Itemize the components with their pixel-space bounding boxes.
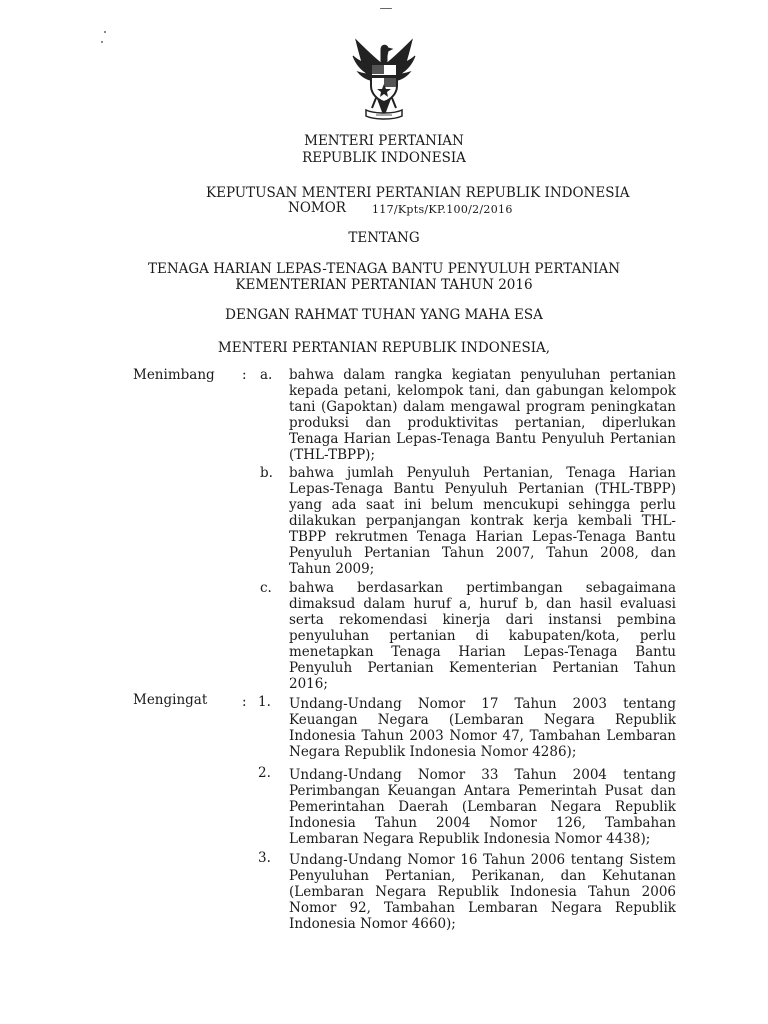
- item-line: Tahun 2009;: [289, 561, 375, 577]
- item-line: penyuluhan pertanian di kabupaten/kota, perlu: [289, 628, 676, 644]
- item-line: 2016;: [289, 676, 328, 692]
- item-line: Undang-Undang Nomor 17 Tahun 2003 tentang: [289, 696, 676, 712]
- item-line: kepada petani, kelompok tani, dan gabungan kelompok: [289, 383, 676, 399]
- tentang-heading: TENTANG: [348, 230, 420, 246]
- item-line: serta rekomendasi kinerja dari instansi pembina: [289, 612, 676, 628]
- item-marker: 2.: [258, 765, 271, 781]
- item-line: Indonesia Tahun 2003 Nomor 47, Tambahan Lembaran: [289, 728, 676, 744]
- item-line: Nomor 92, Tambahan Lembaran Negara Republik: [289, 900, 676, 916]
- item-line: produksi dan produktivitas pertanian, diperlukan: [289, 415, 676, 431]
- item-line: tani (Gapoktan) dalam mengawal program peningkatan: [289, 399, 676, 415]
- item-line: Undang-Undang Nomor 33 Tahun 2004 tentang: [289, 767, 676, 783]
- item-line: Indonesia Tahun 2004 Nomor 126, Tambahan: [289, 815, 676, 831]
- item-line: Penyuluh Pertanian Tahun 2007, Tahun 2008, dan: [289, 545, 676, 561]
- item-line: dimaksud dalam huruf a, huruf b, dan hasil evaluasi: [289, 596, 676, 612]
- decree-title: KEPUTUSAN MENTERI PERTANIAN REPUBLIK INDONESIA: [206, 185, 630, 201]
- item-line: (Lembaran Negara Republik Indonesia Tahun 2006: [289, 884, 676, 900]
- nomor-label: NOMOR: [288, 200, 346, 216]
- mengingat-item-2: [289, 767, 676, 847]
- minister-country: REPUBLIK INDONESIA: [302, 150, 466, 166]
- mengingat-item-1: [289, 696, 676, 760]
- invocation: DENGAN RAHMAT TUHAN YANG MAHA ESA: [225, 307, 543, 323]
- item-marker: b.: [260, 465, 273, 481]
- item-line: menetapkan Tenaga Harian Lepas-Tenaga Bantu: [289, 644, 676, 660]
- item-line: Undang-Undang Nomor 16 Tahun 2006 tentang Sistem: [289, 852, 676, 868]
- menimbang-label: Menimbang: [133, 367, 215, 383]
- item-marker: 3.: [258, 850, 271, 866]
- item-line: Lepas-Tenaga Bantu Penyuluh Pertanian (THL-TBPP): [289, 481, 676, 497]
- item-line: Indonesia Nomor 4660);: [289, 916, 456, 932]
- item-line: Tenaga Harian Lepas-Tenaga Bantu Penyuluh Pertanian: [289, 431, 676, 447]
- minister-title: MENTERI PERTANIAN: [304, 133, 464, 149]
- item-line: Penyuluhan Pertanian, Perikanan, dan Kehutanan: [289, 868, 676, 884]
- item-marker: 1.: [258, 694, 271, 710]
- garuda-emblem-icon: [352, 34, 416, 124]
- mengingat-colon: :: [242, 694, 247, 710]
- item-line: bahwa berdasarkan pertimbangan sebagaimana: [289, 580, 676, 596]
- item-line: TBPP rekrutmen Tenaga Harian Lepas-Tenaga Bantu: [289, 529, 676, 545]
- item-marker: c.: [260, 580, 272, 596]
- scan-speck: [101, 41, 103, 43]
- item-line: (THL-TBPP);: [289, 447, 375, 463]
- menimbang-item-c: [289, 580, 676, 692]
- item-line: bahwa jumlah Penyuluh Pertanian, Tenaga Harian: [289, 465, 676, 481]
- item-line: Pemerintahan Daerah (Lembaran Negara Republik: [289, 799, 676, 815]
- subject-line-2: KEMENTERIAN PERTANIAN TAHUN 2016: [235, 277, 533, 293]
- menimbang-colon: :: [242, 367, 247, 383]
- item-line: dilakukan perpanjangan kontrak kerja kembali THL-: [289, 513, 676, 529]
- item-line: Penyuluh Pertanian Kementerian Pertanian Tahun: [289, 660, 676, 676]
- scan-speck: [380, 8, 392, 9]
- menimbang-item-b: [289, 465, 676, 577]
- nomor-value: 117/Kpts/KP.100/2/2016: [372, 203, 513, 216]
- item-marker: a.: [260, 367, 273, 383]
- mengingat-label: Mengingat: [133, 692, 208, 708]
- item-line: Lembaran Negara Republik Indonesia Nomor 4438);: [289, 831, 651, 847]
- issuer-line: MENTERI PERTANIAN REPUBLIK INDONESIA,: [217, 340, 551, 356]
- item-line: yang ada saat ini belum mencukupi sehingga perlu: [289, 497, 676, 513]
- item-line: Keuangan Negara (Lembaran Negara Republik: [289, 712, 676, 728]
- scan-speck: [104, 31, 106, 33]
- item-line: Perimbangan Keuangan Antara Pemerintah Pusat dan: [289, 783, 676, 799]
- item-line: Negara Republik Indonesia Nomor 4286);: [289, 744, 577, 760]
- subject-line-1: TENAGA HARIAN LEPAS-TENAGA BANTU PENYULUH PERTANIAN: [147, 261, 621, 277]
- item-line: bahwa dalam rangka kegiatan penyuluhan pertanian: [289, 367, 676, 383]
- mengingat-item-3: [289, 852, 676, 932]
- menimbang-item-a: [289, 367, 676, 463]
